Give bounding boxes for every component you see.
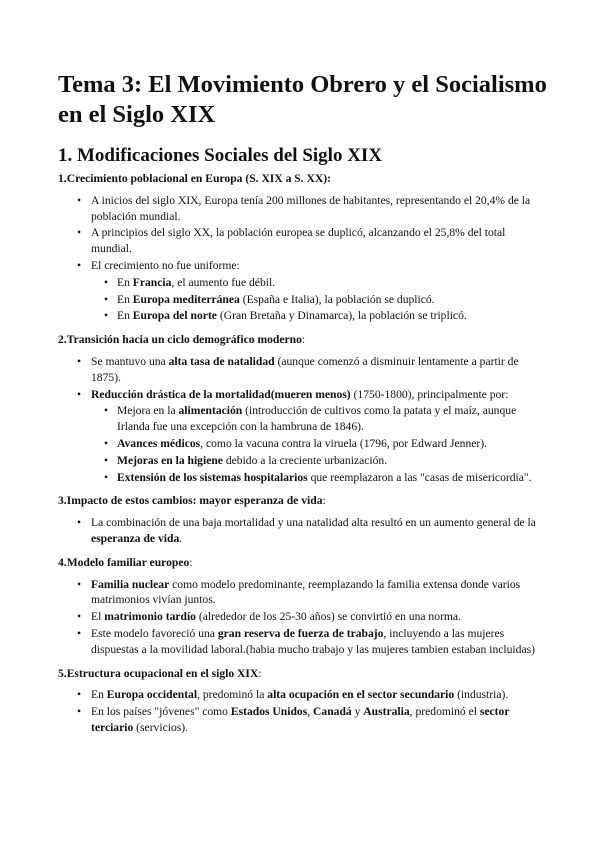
list-item: • En Europa del norte (Gran Bretaña y Dinamarca), la población se triplicó. bbox=[91, 308, 544, 324]
subsection-heading-2: 2.Transición hacia un ciclo demográfico moderno: bbox=[58, 333, 306, 347]
list-item: • Familia nuclear como modelo predominante, reemplazando la familia extensa donde varios matrimonios vivían juntos. bbox=[58, 577, 544, 609]
list-item: • Se mantuvo una alta tasa de natalidad (aunque comenzó a disminuir lentamente a partir de 1875). bbox=[58, 354, 544, 386]
bullet-list-5 bbox=[58, 687, 544, 735]
bullet-list-1 bbox=[58, 193, 544, 324]
list-item: • El matrimonio tardío (alrededor de los 25-30 años) se convirtió en una norma. bbox=[58, 609, 544, 625]
bullet-list-4 bbox=[58, 577, 544, 658]
list-item: • Extensión de los sistemas hospitalarios que reemplazaron a las "casas de misericordia". bbox=[91, 470, 544, 486]
list-item: • En Europa occidental, predominó la alta ocupación en el sector secundario (industria). bbox=[58, 687, 544, 703]
subsection-heading-1: 1.Crecimiento poblacional en Europa (S. XIX a S. XX): bbox=[58, 172, 332, 185]
subsection-heading-4: 4.Modelo familiar europeo: bbox=[58, 555, 193, 569]
list-item: • En Francia, el aumento fue débil. bbox=[91, 275, 544, 291]
list-item: • El crecimiento no fue uniforme: • En Francia, el aumento fue débil. • En Europa mediterránea (España e Italia), la población se duplicó. • En Europa del norte (Gran Bretaña y Dinamarca), la población se triplicó. bbox=[58, 258, 544, 324]
bullet-list-3 bbox=[58, 515, 544, 547]
subsection-heading-5: 5.Estructura ocupacional en el siglo XIX: bbox=[58, 666, 262, 680]
list-item: • Reducción drástica de la mortalidad(mueren menos) (1750-1800), principalmente por: • Mejora en la alimentación (introducción de cultivos como la patata y el maíz, aunque Irlanda fue una excepción con la hambruna de 1846). • Avances médicos, como la vacuna contra la viruela (1796, por Edward Jenner). • Mejoras en la higiene debido a la creciente urbanización. • Extensión de los sistemas hospitalarios que reemplazaron a las "casas de misericordia". bbox=[58, 387, 544, 486]
list-item: • A inicios del siglo XIX, Europa tenía 200 millones de habitantes, representando el 20,4% de la población mundial. bbox=[58, 193, 544, 225]
document-body bbox=[58, 171, 544, 744]
document-title: Tema 3: El Movimiento Obrero y el Socialismo en el Siglo XIX bbox=[58, 71, 547, 128]
list-item: • Este modelo favoreció una gran reserva de fuerza de trabajo, incluyendo a las mujeres dispuestas a la movilidad laboral.(habia mucho trabajo y las mujeres tambien estaban incluidas) bbox=[58, 626, 544, 658]
bullet-list-2 bbox=[58, 354, 544, 485]
list-item: • Avances médicos, como la vacuna contra la viruela (1796, por Edward Jenner). bbox=[91, 436, 544, 452]
list-item: • La combinación de una baja mortalidad y una natalidad alta resultó en un aumento general de la esperanza de vida. bbox=[58, 515, 544, 547]
sub-list bbox=[91, 275, 544, 324]
list-item: • A principios del siglo XX, la población europea se duplicó, alcanzando el 25,8% del total mundial. bbox=[58, 225, 544, 257]
list-item: • Mejora en la alimentación (introducción de cultivos como la patata y el maíz, aunque Irlanda fue una excepción con la hambruna de 1846). bbox=[91, 403, 544, 435]
subsection-heading-3: 3.Impacto de estos cambios: mayor esperanza de vida: bbox=[58, 494, 326, 508]
section-title: 1. Modificaciones Sociales del Siglo XIX bbox=[58, 145, 383, 166]
list-item: • En los países "jóvenes" como Estados Unidos, Canadá y Australia, predominó el sector terciario (servicios). bbox=[58, 704, 544, 736]
list-item: • En Europa mediterránea (España e Italia), la población se duplicó. bbox=[91, 292, 544, 308]
list-item: • Mejoras en la higiene debido a la creciente urbanización. bbox=[91, 453, 544, 469]
sub-list bbox=[91, 403, 544, 485]
